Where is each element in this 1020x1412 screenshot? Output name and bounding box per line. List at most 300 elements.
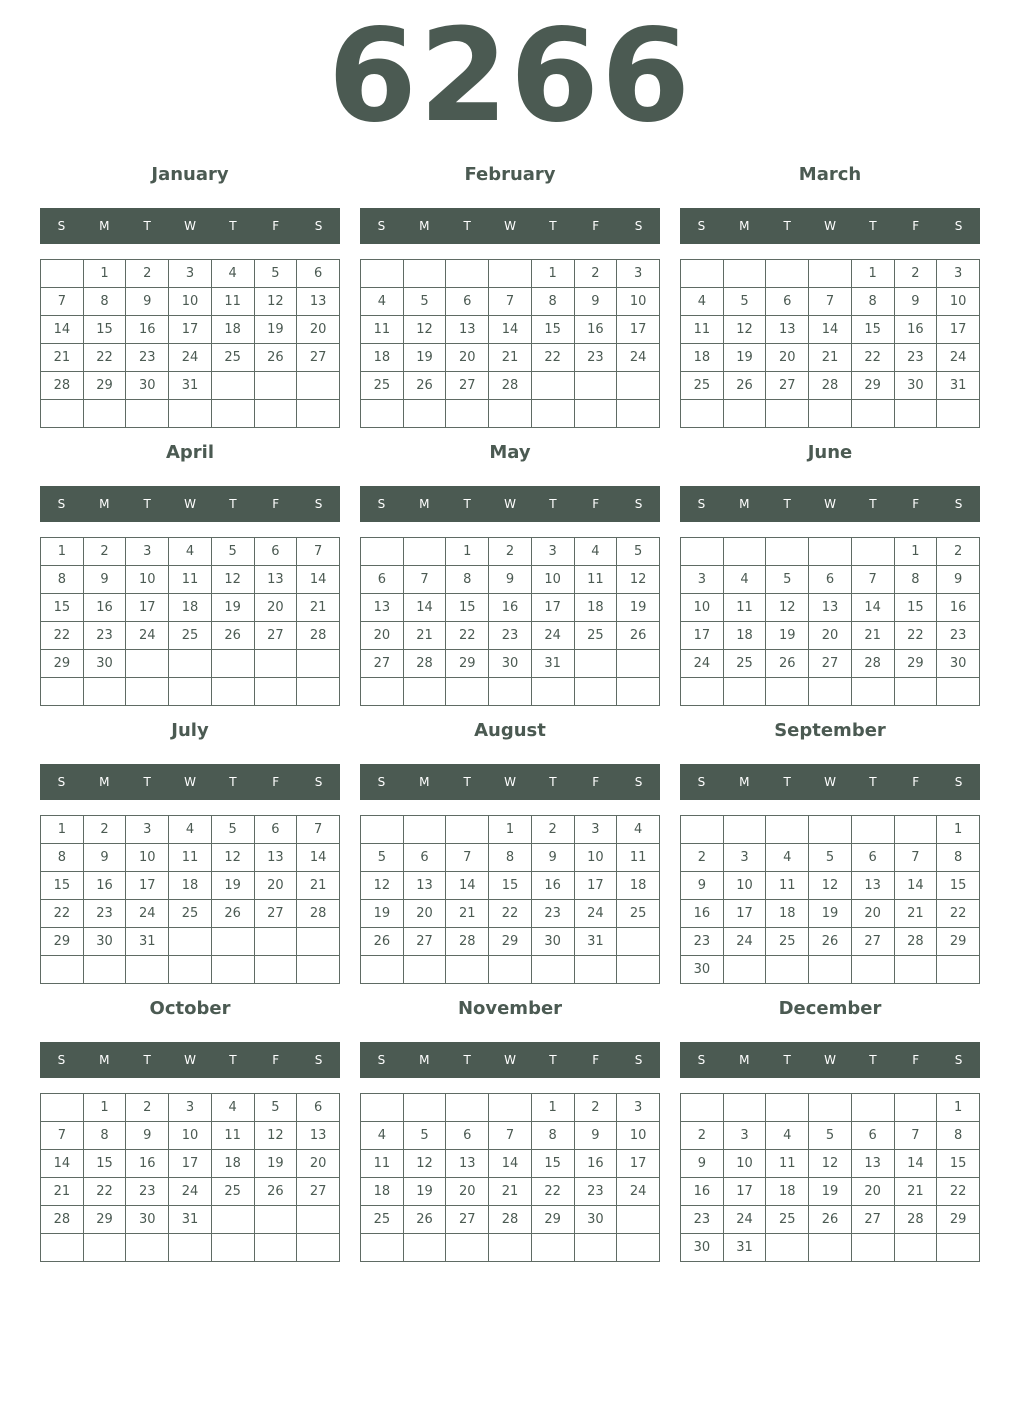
weekday-label: W (824, 219, 836, 233)
week-row (361, 844, 660, 872)
weekday-label: F (272, 1053, 280, 1067)
weekday-label: T (143, 1053, 151, 1067)
day-cell: 18 (169, 594, 212, 622)
day-cell: 19 (211, 872, 254, 900)
day-cell: 4 (681, 288, 724, 316)
day-cell: 3 (723, 1122, 766, 1150)
day-cell: 15 (937, 1150, 980, 1178)
day-cell: 15 (446, 594, 489, 622)
weekday-label: S (377, 497, 386, 511)
day-cell: 27 (403, 928, 446, 956)
day-cell: 1 (446, 538, 489, 566)
weekday-label: F (912, 1053, 920, 1067)
day-cell (254, 372, 297, 400)
day-cell: 22 (83, 344, 126, 372)
day-cell (766, 1234, 809, 1262)
day-cell: 9 (126, 1122, 169, 1150)
day-cell (531, 372, 574, 400)
day-cell (894, 1234, 937, 1262)
day-cell (446, 956, 489, 984)
day-cell: 26 (211, 622, 254, 650)
day-grid (40, 259, 340, 428)
day-cell: 6 (809, 566, 852, 594)
day-cell (851, 1094, 894, 1122)
weekday-label: M (739, 497, 750, 511)
day-cell: 23 (937, 622, 980, 650)
weekday-label: F (592, 219, 600, 233)
day-cell: 11 (617, 844, 660, 872)
day-cell: 13 (851, 872, 894, 900)
day-cell: 18 (211, 1150, 254, 1178)
day-cell: 12 (211, 844, 254, 872)
day-cell: 5 (403, 1122, 446, 1150)
day-cell: 12 (403, 1150, 446, 1178)
week-row (41, 1150, 340, 1178)
day-cell: 17 (169, 1150, 212, 1178)
weekday-label: M (99, 775, 110, 789)
week-row (41, 566, 340, 594)
day-cell: 31 (126, 928, 169, 956)
day-cell (723, 260, 766, 288)
day-cell: 3 (169, 260, 212, 288)
weekday-label: W (504, 219, 516, 233)
day-cell: 18 (766, 900, 809, 928)
day-cell (41, 1234, 84, 1262)
day-cell: 16 (681, 900, 724, 928)
day-cell: 23 (489, 622, 532, 650)
day-cell: 14 (446, 872, 489, 900)
day-cell (766, 260, 809, 288)
week-row (681, 594, 980, 622)
month-name: September (774, 720, 886, 741)
day-cell: 14 (297, 566, 340, 594)
week-row (681, 538, 980, 566)
week-row (41, 1178, 340, 1206)
day-cell (617, 1234, 660, 1262)
weekday-header (40, 486, 340, 522)
day-cell (254, 956, 297, 984)
week-row (361, 900, 660, 928)
day-cell (254, 650, 297, 678)
day-cell: 30 (937, 650, 980, 678)
day-cell: 28 (297, 622, 340, 650)
day-cell (723, 816, 766, 844)
day-cell (41, 956, 84, 984)
day-cell: 21 (489, 344, 532, 372)
day-cell: 21 (489, 1178, 532, 1206)
day-cell: 8 (851, 288, 894, 316)
weekday-label: T (463, 219, 471, 233)
day-cell: 12 (254, 288, 297, 316)
weekday-header (40, 208, 340, 244)
day-cell (937, 1234, 980, 1262)
month-name: May (489, 442, 531, 463)
day-cell: 22 (851, 344, 894, 372)
day-cell: 7 (489, 288, 532, 316)
day-cell: 4 (169, 538, 212, 566)
day-cell: 18 (574, 594, 617, 622)
day-cell: 16 (531, 872, 574, 900)
day-cell: 29 (446, 650, 489, 678)
day-cell (681, 678, 724, 706)
weekday-label: T (463, 775, 471, 789)
day-cell (83, 956, 126, 984)
day-cell (361, 538, 404, 566)
weekday-label: F (912, 219, 920, 233)
weekday-label: F (912, 497, 920, 511)
weekday-label: S (57, 219, 66, 233)
day-cell (126, 400, 169, 428)
day-cell: 17 (937, 316, 980, 344)
day-cell: 25 (361, 1206, 404, 1234)
day-cell: 27 (297, 1178, 340, 1206)
week-row (361, 622, 660, 650)
day-cell: 23 (681, 1206, 724, 1234)
day-cell: 28 (403, 650, 446, 678)
weekday-label: F (592, 775, 600, 789)
week-row (681, 844, 980, 872)
day-cell (681, 260, 724, 288)
day-cell: 21 (297, 872, 340, 900)
day-cell (446, 400, 489, 428)
day-cell: 20 (446, 1178, 489, 1206)
day-cell: 9 (574, 288, 617, 316)
day-cell: 2 (126, 260, 169, 288)
weekday-header (680, 1042, 980, 1078)
day-cell: 21 (403, 622, 446, 650)
day-cell: 13 (361, 594, 404, 622)
day-cell: 1 (83, 1094, 126, 1122)
weekday-label: W (184, 775, 196, 789)
day-cell (851, 678, 894, 706)
day-cell: 1 (937, 816, 980, 844)
week-row (361, 288, 660, 316)
day-cell: 28 (297, 900, 340, 928)
day-cell: 25 (617, 900, 660, 928)
day-cell: 1 (937, 1094, 980, 1122)
week-row (361, 1206, 660, 1234)
weekday-label: F (272, 775, 280, 789)
weekday-label: T (463, 1053, 471, 1067)
day-cell: 9 (681, 1150, 724, 1178)
day-cell: 26 (403, 1206, 446, 1234)
week-row (361, 372, 660, 400)
week-row (41, 316, 340, 344)
day-cell (489, 678, 532, 706)
day-cell: 10 (169, 1122, 212, 1150)
day-cell: 7 (41, 288, 84, 316)
weekday-label: T (549, 497, 557, 511)
day-cell: 28 (809, 372, 852, 400)
day-cell: 6 (297, 1094, 340, 1122)
day-cell (361, 678, 404, 706)
weekday-label: T (229, 497, 237, 511)
day-cell: 12 (211, 566, 254, 594)
day-cell: 19 (809, 1178, 852, 1206)
day-cell: 25 (211, 1178, 254, 1206)
day-cell (403, 816, 446, 844)
day-cell: 2 (574, 1094, 617, 1122)
day-cell: 15 (937, 872, 980, 900)
day-cell (531, 400, 574, 428)
day-cell: 18 (681, 344, 724, 372)
weekday-label: T (783, 1053, 791, 1067)
week-row (361, 400, 660, 428)
day-cell: 19 (809, 900, 852, 928)
day-cell: 24 (169, 344, 212, 372)
day-cell: 30 (681, 956, 724, 984)
week-row (681, 344, 980, 372)
day-cell (766, 400, 809, 428)
day-cell: 13 (446, 1150, 489, 1178)
weekday-label: S (377, 1053, 386, 1067)
day-cell: 20 (851, 1178, 894, 1206)
day-cell: 25 (723, 650, 766, 678)
day-cell: 27 (446, 1206, 489, 1234)
week-row (361, 1122, 660, 1150)
day-cell (617, 372, 660, 400)
day-cell: 2 (83, 816, 126, 844)
week-row (361, 1178, 660, 1206)
day-cell: 9 (83, 844, 126, 872)
month-name: January (151, 164, 229, 185)
day-cell: 7 (894, 1122, 937, 1150)
day-cell (297, 678, 340, 706)
day-cell: 13 (297, 288, 340, 316)
day-cell: 2 (83, 538, 126, 566)
day-cell (361, 1234, 404, 1262)
day-cell: 18 (169, 872, 212, 900)
day-cell: 30 (83, 650, 126, 678)
weekday-label: S (634, 775, 643, 789)
weekday-header (360, 486, 660, 522)
weekday-label: T (869, 497, 877, 511)
day-cell: 11 (574, 566, 617, 594)
day-cell: 27 (297, 344, 340, 372)
week-row (361, 1234, 660, 1262)
day-cell (617, 928, 660, 956)
day-cell: 6 (851, 1122, 894, 1150)
day-cell (574, 372, 617, 400)
day-cell: 15 (894, 594, 937, 622)
day-grid (680, 259, 980, 428)
day-cell: 14 (851, 594, 894, 622)
day-cell: 23 (126, 1178, 169, 1206)
day-cell: 16 (83, 872, 126, 900)
day-cell (617, 1206, 660, 1234)
day-cell (766, 678, 809, 706)
day-cell (211, 372, 254, 400)
day-cell (361, 400, 404, 428)
day-cell: 29 (83, 1206, 126, 1234)
day-cell: 18 (723, 622, 766, 650)
weekday-label: S (57, 497, 66, 511)
weekday-label: T (783, 219, 791, 233)
weekday-label: S (954, 775, 963, 789)
weekday-label: T (229, 775, 237, 789)
weekday-label: M (419, 775, 430, 789)
day-cell: 12 (361, 872, 404, 900)
day-cell: 20 (766, 344, 809, 372)
day-cell: 16 (126, 1150, 169, 1178)
day-cell: 5 (723, 288, 766, 316)
day-cell: 31 (169, 1206, 212, 1234)
day-cell: 25 (766, 928, 809, 956)
day-cell (617, 650, 660, 678)
weekday-label: T (549, 219, 557, 233)
day-cell: 8 (489, 844, 532, 872)
week-row (41, 288, 340, 316)
day-cell: 18 (766, 1178, 809, 1206)
day-cell: 20 (361, 622, 404, 650)
weekday-label: W (504, 775, 516, 789)
week-row (361, 594, 660, 622)
day-cell: 6 (403, 844, 446, 872)
day-cell: 5 (809, 844, 852, 872)
day-cell: 6 (446, 288, 489, 316)
day-cell: 8 (531, 288, 574, 316)
weekday-label: T (143, 497, 151, 511)
day-cell: 5 (211, 816, 254, 844)
weekday-label: S (634, 219, 643, 233)
day-cell: 20 (851, 900, 894, 928)
weekday-label: W (184, 1053, 196, 1067)
day-cell: 29 (851, 372, 894, 400)
day-cell: 29 (937, 928, 980, 956)
day-cell: 28 (41, 372, 84, 400)
day-cell: 29 (894, 650, 937, 678)
day-cell: 23 (83, 900, 126, 928)
day-cell: 16 (894, 316, 937, 344)
week-row (361, 928, 660, 956)
day-cell (126, 956, 169, 984)
day-cell: 26 (403, 372, 446, 400)
day-cell (126, 650, 169, 678)
day-cell: 14 (489, 316, 532, 344)
day-cell: 2 (681, 844, 724, 872)
day-grid (360, 815, 660, 984)
day-cell: 9 (83, 566, 126, 594)
day-cell (851, 816, 894, 844)
day-cell: 7 (894, 844, 937, 872)
day-cell: 24 (681, 650, 724, 678)
day-cell: 30 (126, 1206, 169, 1234)
day-cell (169, 956, 212, 984)
day-cell (617, 400, 660, 428)
day-cell (41, 260, 84, 288)
weekday-label: F (912, 775, 920, 789)
day-cell: 26 (211, 900, 254, 928)
weekday-label: M (419, 219, 430, 233)
day-cell (446, 678, 489, 706)
weekday-label: S (314, 1053, 323, 1067)
day-cell: 11 (723, 594, 766, 622)
week-row (681, 566, 980, 594)
day-cell: 28 (446, 928, 489, 956)
week-row (681, 1178, 980, 1206)
day-cell: 20 (297, 316, 340, 344)
day-cell: 9 (126, 288, 169, 316)
day-cell (723, 678, 766, 706)
week-row (41, 900, 340, 928)
week-row (361, 956, 660, 984)
week-row (681, 1122, 980, 1150)
week-row (41, 594, 340, 622)
day-cell: 3 (531, 538, 574, 566)
day-cell: 10 (574, 844, 617, 872)
weekday-label: T (143, 775, 151, 789)
weekday-label: F (272, 497, 280, 511)
day-cell: 2 (574, 260, 617, 288)
day-cell (297, 372, 340, 400)
day-cell (446, 1234, 489, 1262)
day-cell (574, 400, 617, 428)
day-cell: 13 (297, 1122, 340, 1150)
week-row (361, 260, 660, 288)
day-cell: 19 (403, 1178, 446, 1206)
day-cell: 25 (169, 622, 212, 650)
day-cell: 8 (531, 1122, 574, 1150)
day-grid (40, 537, 340, 706)
day-cell: 27 (851, 928, 894, 956)
day-cell: 3 (681, 566, 724, 594)
day-cell (169, 650, 212, 678)
weekday-label: M (99, 497, 110, 511)
day-cell: 21 (894, 900, 937, 928)
day-cell (489, 956, 532, 984)
week-row (41, 844, 340, 872)
day-cell: 8 (446, 566, 489, 594)
day-cell: 4 (723, 566, 766, 594)
day-cell: 25 (766, 1206, 809, 1234)
day-cell: 26 (254, 1178, 297, 1206)
week-row (41, 344, 340, 372)
weekday-label: W (824, 775, 836, 789)
day-cell: 10 (126, 566, 169, 594)
week-row (681, 872, 980, 900)
day-cell: 4 (361, 1122, 404, 1150)
day-cell: 21 (297, 594, 340, 622)
week-row (681, 816, 980, 844)
week-row (361, 344, 660, 372)
day-cell (574, 956, 617, 984)
day-cell: 27 (361, 650, 404, 678)
day-cell (83, 400, 126, 428)
day-cell (766, 956, 809, 984)
day-cell: 3 (574, 816, 617, 844)
day-cell: 14 (41, 316, 84, 344)
day-cell: 3 (937, 260, 980, 288)
day-cell: 4 (574, 538, 617, 566)
day-cell: 10 (169, 288, 212, 316)
day-cell: 11 (361, 1150, 404, 1178)
day-cell (211, 1234, 254, 1262)
day-cell: 13 (254, 844, 297, 872)
day-cell: 8 (894, 566, 937, 594)
day-cell (254, 400, 297, 428)
day-cell (617, 956, 660, 984)
week-row (681, 650, 980, 678)
day-cell: 13 (403, 872, 446, 900)
day-cell: 3 (617, 260, 660, 288)
weekday-label: S (57, 775, 66, 789)
day-cell: 2 (126, 1094, 169, 1122)
week-row (361, 538, 660, 566)
month-name: August (474, 720, 546, 741)
day-cell: 20 (403, 900, 446, 928)
day-cell: 5 (254, 260, 297, 288)
day-cell: 17 (617, 1150, 660, 1178)
